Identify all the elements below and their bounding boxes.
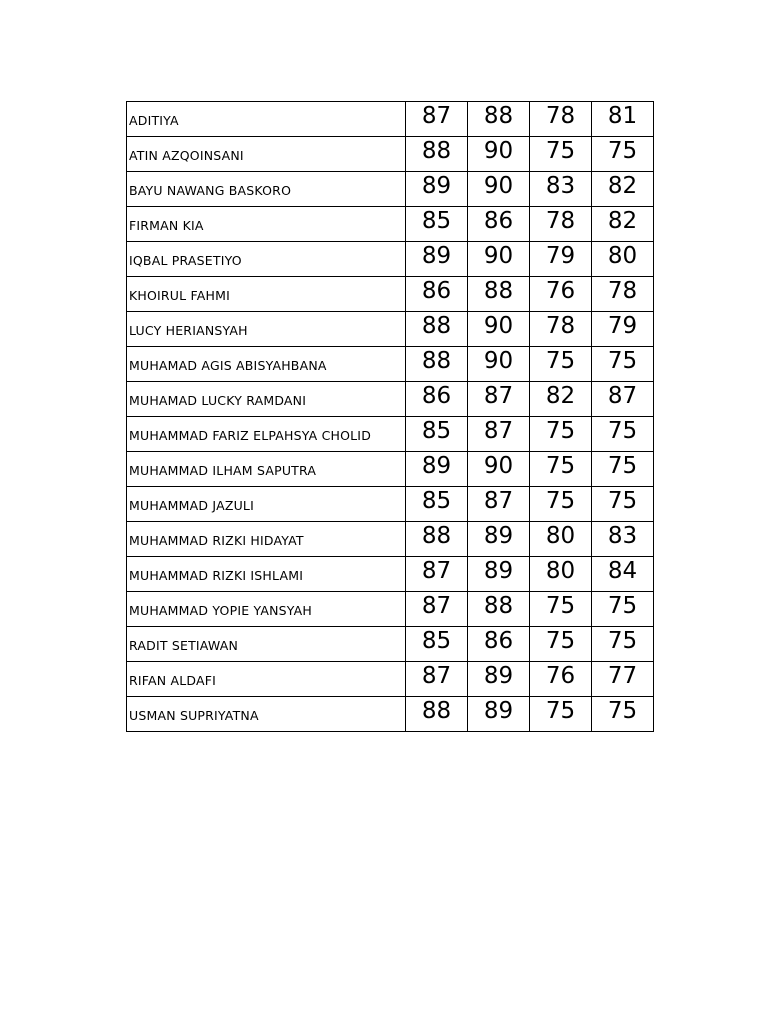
table-row <box>127 417 654 452</box>
score-cell-1: 87 <box>406 557 468 592</box>
table-row <box>127 242 654 277</box>
score-cell-4: 87 <box>592 382 654 417</box>
score-cell-3: 78 <box>530 102 592 137</box>
score-cell-2: 89 <box>468 662 530 697</box>
table-row <box>127 627 654 662</box>
student-name-cell: ATIN AZQOINSANI <box>127 137 406 172</box>
score-cell-1: 89 <box>406 172 468 207</box>
student-name-cell: MUHAMMAD ILHAM SAPUTRA <box>127 452 406 487</box>
score-cell-2: 86 <box>468 627 530 662</box>
score-cell-3: 75 <box>530 592 592 627</box>
score-cell-4: 75 <box>592 487 654 522</box>
score-cell-3: 75 <box>530 137 592 172</box>
student-name-cell: MUHAMAD LUCKY RAMDANI <box>127 382 406 417</box>
score-cell-2: 90 <box>468 312 530 347</box>
score-cell-4: 75 <box>592 452 654 487</box>
score-cell-1: 88 <box>406 137 468 172</box>
score-cell-1: 87 <box>406 662 468 697</box>
table-row <box>127 487 654 522</box>
table-row <box>127 277 654 312</box>
student-name-cell: LUCY HERIANSYAH <box>127 312 406 347</box>
score-cell-2: 89 <box>468 557 530 592</box>
student-name-cell: RADIT SETIAWAN <box>127 627 406 662</box>
student-name-cell: MUHAMMAD RIZKI ISHLAMI <box>127 557 406 592</box>
score-cell-4: 77 <box>592 662 654 697</box>
score-cell-4: 82 <box>592 207 654 242</box>
score-cell-1: 85 <box>406 417 468 452</box>
table-row <box>127 207 654 242</box>
score-cell-3: 75 <box>530 417 592 452</box>
score-cell-2: 90 <box>468 452 530 487</box>
score-cell-2: 87 <box>468 487 530 522</box>
score-cell-1: 85 <box>406 487 468 522</box>
student-name-cell: KHOIRUL FAHMI <box>127 277 406 312</box>
table-row <box>127 347 654 382</box>
score-cell-3: 80 <box>530 522 592 557</box>
score-table <box>126 101 654 732</box>
student-name-cell: MUHAMMAD YOPIE YANSYAH <box>127 592 406 627</box>
table-row <box>127 662 654 697</box>
score-cell-1: 89 <box>406 242 468 277</box>
score-cell-3: 76 <box>530 277 592 312</box>
student-name-cell: FIRMAN KIA <box>127 207 406 242</box>
score-cell-3: 75 <box>530 697 592 732</box>
table-row <box>127 382 654 417</box>
score-cell-4: 82 <box>592 172 654 207</box>
score-cell-3: 78 <box>530 312 592 347</box>
score-cell-1: 87 <box>406 102 468 137</box>
score-cell-4: 75 <box>592 417 654 452</box>
score-cell-1: 86 <box>406 382 468 417</box>
table-row <box>127 172 654 207</box>
score-cell-2: 90 <box>468 137 530 172</box>
score-cell-4: 84 <box>592 557 654 592</box>
score-cell-1: 88 <box>406 347 468 382</box>
score-cell-4: 75 <box>592 347 654 382</box>
score-cell-1: 85 <box>406 207 468 242</box>
score-cell-2: 88 <box>468 277 530 312</box>
score-cell-4: 78 <box>592 277 654 312</box>
score-cell-3: 83 <box>530 172 592 207</box>
score-cell-1: 87 <box>406 592 468 627</box>
score-cell-2: 86 <box>468 207 530 242</box>
score-cell-4: 83 <box>592 522 654 557</box>
score-cell-3: 80 <box>530 557 592 592</box>
student-name-cell: RIFAN ALDAFI <box>127 662 406 697</box>
score-cell-1: 85 <box>406 627 468 662</box>
table-row <box>127 452 654 487</box>
score-cell-2: 87 <box>468 417 530 452</box>
score-cell-4: 75 <box>592 137 654 172</box>
student-name-cell: MUHAMMAD RIZKI HIDAYAT <box>127 522 406 557</box>
score-cell-4: 79 <box>592 312 654 347</box>
score-cell-3: 78 <box>530 207 592 242</box>
score-cell-1: 88 <box>406 522 468 557</box>
score-cell-2: 88 <box>468 592 530 627</box>
score-cell-3: 75 <box>530 627 592 662</box>
score-cell-2: 89 <box>468 522 530 557</box>
score-cell-4: 75 <box>592 592 654 627</box>
student-name-cell: BAYU NAWANG BASKORO <box>127 172 406 207</box>
score-cell-2: 87 <box>468 382 530 417</box>
student-name-cell: IQBAL PRASETIYO <box>127 242 406 277</box>
score-cell-1: 86 <box>406 277 468 312</box>
score-cell-3: 75 <box>530 452 592 487</box>
score-cell-2: 90 <box>468 347 530 382</box>
table-row <box>127 697 654 732</box>
score-cell-3: 75 <box>530 347 592 382</box>
score-cell-2: 90 <box>468 172 530 207</box>
table-row <box>127 557 654 592</box>
table-row <box>127 522 654 557</box>
student-name-cell: MUHAMMAD JAZULI <box>127 487 406 522</box>
score-cell-1: 88 <box>406 697 468 732</box>
table-row <box>127 102 654 137</box>
score-cell-3: 76 <box>530 662 592 697</box>
score-cell-1: 89 <box>406 452 468 487</box>
student-name-cell: MUHAMAD AGIS ABISYAHBANA <box>127 347 406 382</box>
student-name-cell: ADITIYA <box>127 102 406 137</box>
score-cell-3: 82 <box>530 382 592 417</box>
score-cell-3: 79 <box>530 242 592 277</box>
student-name-cell: USMAN SUPRIYATNA <box>127 697 406 732</box>
score-cell-4: 80 <box>592 242 654 277</box>
table-row <box>127 592 654 627</box>
score-table-body <box>127 102 654 732</box>
score-cell-4: 75 <box>592 697 654 732</box>
score-cell-2: 90 <box>468 242 530 277</box>
score-cell-2: 89 <box>468 697 530 732</box>
table-row <box>127 312 654 347</box>
student-name-cell: MUHAMMAD FARIZ ELPAHSYA CHOLID <box>127 417 406 452</box>
score-cell-2: 88 <box>468 102 530 137</box>
score-cell-1: 88 <box>406 312 468 347</box>
table-row <box>127 137 654 172</box>
score-cell-3: 75 <box>530 487 592 522</box>
score-cell-4: 75 <box>592 627 654 662</box>
score-cell-4: 81 <box>592 102 654 137</box>
